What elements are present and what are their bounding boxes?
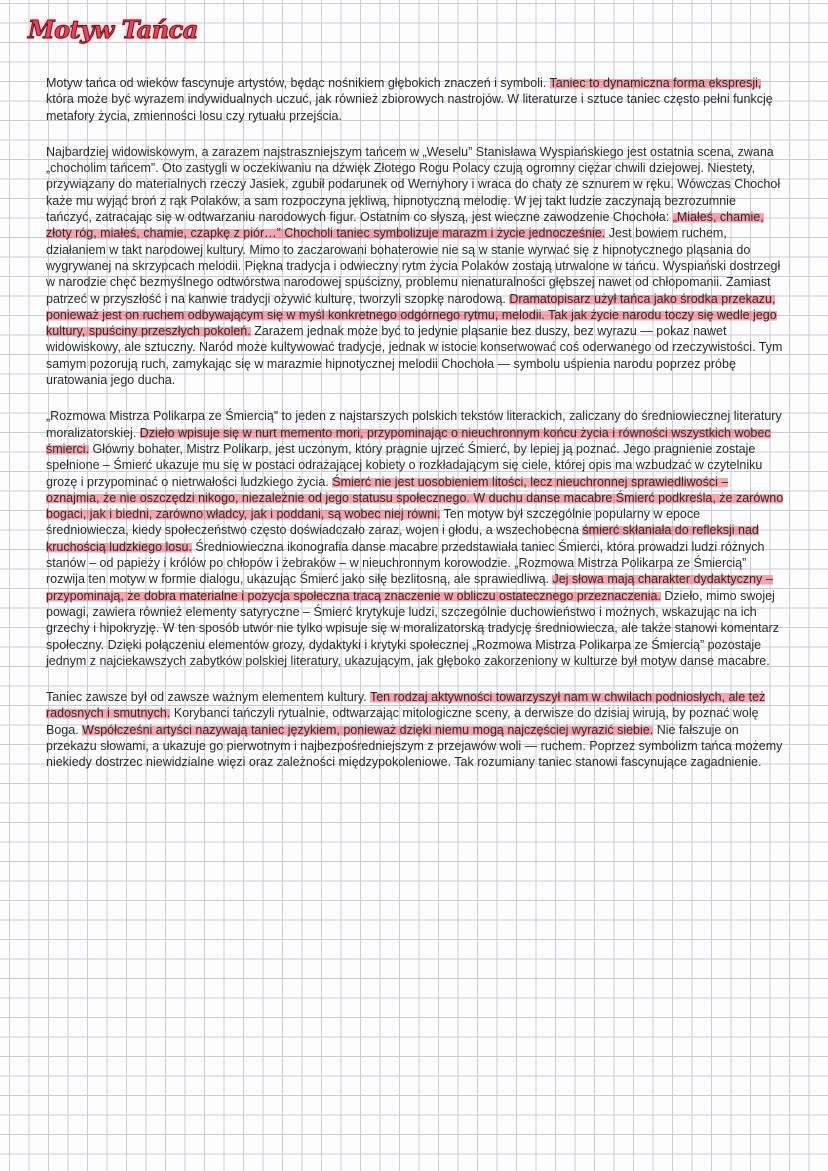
text-segment: Korybanci tańczyli rytualnie, odtwarzając mitologiczne sceny, a derwisze do dzisiaj wirują, by poznać wolę Boga.	[46, 706, 759, 737]
highlighted-text: Taniec to dynamiczna forma ekspresji,	[549, 76, 762, 90]
paragraph-wesele	[46, 144, 784, 388]
highlighted-text: Dzieło wpisuje się w nurt memento mori, przypominając o nieuchronnym końcu życia i równości wszystkich wobec śmierci.	[46, 425, 771, 456]
paragraph-polikarp	[46, 408, 784, 669]
text-segment: Jest bowiem ruchem, działaniem w takt narodowej kultury. Mimo to zaczarowani bohaterowie nie są w stanie wyrwać się z hipnotycznego pląsania do wygrywanej na skrzypcach melodii. Piękna tradycja i odwieczny rytm życia Polaków zostają utrwalone w tańcu. Wyspiański dostrzegł w narodzie chęć bezmyślnego odtwórstwa narodowej spuścizny, problemu nienaturalności głębszej nawet od chłopomanii. Zamiast patrzeć w przyszłość i na kanwie tradycji ożywić kulturę, tworzyli szopkę narodową.	[46, 226, 781, 306]
highlighted-text: „Miałeś, chamie, złoty róg, miałeś, chamie, czapkę z piór…” Chocholi taniec symbolizuje marazm i życie jednocześnie.	[46, 210, 764, 241]
text-segment: Ten motyw był szczególnie popularny w epoce średniowiecza, kiedy społeczeństwo często doświadczało zaraz, wojen i głodu, a wszechobecna	[46, 507, 701, 538]
text-segment: Główny bohater, Mistrz Polikarp, jest uczonym, który pragnie ujrzeć Śmierć, by lepiej ją poznać. Jego pragnienie zostaje spełnione – Śmierć ukazuje mu się w postaci odrażającej kobiety o rozkładającym się ciele, której opis ma wzbudzać w czytelniku grozę i przypominać o nietrwałości ludzkiego życia.	[46, 441, 763, 489]
text-segment: Średniowieczna ikonografia danse macabre przedstawiała taniec Śmierci, która prowadzi ludzi różnych stanów – od papieży i królów po chłopów i żebraków – w nieuchronnym korowodzie. „Rozmowa Mistrza Polikarpa ze Śmiercią” rozwija ten motyw w formie dialogu, ukazując Śmierć jako siłę bezlitosną, ale sprawiedliwą.	[46, 539, 765, 587]
highlighted-text: Śmierć nie jest uosobieniem litości, lecz nieuchronnej sprawiedliwości – oznajmia, że nie oszczędzi nikogo, niezależnie od jego statusu społecznego. W duchu danse macabre Śmierć podkreśla, że zarówno bogaci, jak i biedni, zarówno władcy, jak i poddani, są wobec niej równi.	[46, 474, 784, 522]
paragraph-conclusion	[46, 689, 784, 770]
highlighted-text: śmierć skłaniała do refleksji nad kruchością ludzkiego losu.	[46, 523, 759, 554]
text-segment: która może być wyrazem indywidualnych uczuć, jak również zbiorowych nastrojów. W literaturze i sztuce taniec często pełni funkcję metafory życia, zmienności losu czy rytuału przejścia.	[46, 92, 773, 123]
highlighted-text: Współcześni artyści nazywają taniec językiem, ponieważ dzięki niemu mogą najczęściej wyrazić siebie.	[82, 722, 654, 737]
text-segment: „Rozmowa Mistrza Polikarpa ze Śmiercią” to jeden z najstarszych polskich tekstów literackich, zaliczany do średniowiecznej literatury moralizatorskiej.	[46, 409, 782, 440]
text-segment: Motyw tańca od wieków fascynuje artystów, będąc nośnikiem głębokich znaczeń i symboli.	[46, 76, 550, 90]
document-body	[46, 75, 784, 791]
page-title: Motyw Tańca	[28, 15, 198, 44]
text-segment: Taniec zawsze był od zawsze ważnym elementem kultury.	[46, 690, 370, 705]
text-segment: Zarazem jednak może być to jedynie pląsanie bez duszy, bez wyrazu — pokaz nawet widowiskowy, ale sztuczny. Naród może kultywować tradycje, jednak w istocie konserwować coś oderwanego od rzeczywistości. Tym samym pozorują ruch, zamykając się w marazmie hipnotycznej melodii Chochoła — symbolu uśpienia narodu poprzez próbę uratowania jego ducha.	[46, 324, 783, 388]
highlighted-text: Ten rodzaj aktywności towarzyszył nam w chwilach podniosłych, ale też radosnych i smutnych.	[46, 690, 766, 721]
paragraph-intro	[46, 75, 784, 124]
text-segment: Nie fałszuje on przekazu słowami, a ukazuje go pierwotnym i najbezpośredniejszym z przejawów woli — ruchem. Poprzez symbolizm tańca możemy niekiedy dostrzec niewidzialne więzi oraz zależności międzypokoleniowe. Tak rozumiany taniec stanowi fascynujące zagadnienie.	[46, 722, 783, 770]
text-segment: Najbardziej widowiskowym, a zarazem najstraszniejszym tańcem w „Weselu” Stanisława Wyspiańskiego jest ostatnia scena, zwana „chocholim tańcem”. Oto zastygli w oczekiwaniu na dźwięk Złotego Rogu Polacy czują ogromny ciężar chwili dziejowej. Niestety, przywiązany do materialnych rzeczy Jasiek, zgubił podarunek od Wernyhory i wraca do chaty ze sznurem w ręku. Wówczas Chochoł każe mu wyjąć broń z rąk Polaków, a sam rozpoczyna jękliwą, hipnotyczną melodię. W jej takt ludzie zaczynają bezrozumnie tańczyć, zatracając się w odtwarzaniu narodowych figur. Ostatnim co słyszą, jest wieczne zawodzenie Chochoła:	[46, 144, 781, 225]
text-segment: Dzieło, mimo swojej powagi, zawiera również elementy satyryczne – Śmierć krytykuje ludzi, szczególnie duchowieństwo i możnych, wskazując na ich grzechy i hipokryzję. W ten sposób utwór nie tylko wpisuje się w moralizatorską tradycję średniowiecza, ale także stanowi komentarz społeczny. Dzięki połączeniu elementów grozy, dydaktyki i krytyki społecznej „Rozmowa Mistrza Polikarpa ze Śmiercią” pozostaje jednym z najciekawszych zabytków polskiej literatury, ukazującym, jak głęboko zakorzeniony w kulturze był motyw danse macabre.	[46, 588, 779, 668]
highlighted-text: Jej słowa mają charakter dydaktyczny – przypominają, że dobra materialne i pozycja społeczna tracą znaczenie w obliczu ostatecznego przeznaczenia.	[46, 572, 773, 603]
highlighted-text: Dramatopisarz użył tańca jako środka przekazu, ponieważ jest on ruchem odbywającym się w myśl konkretnego odgórnego rytmu, melodii. Tak jak życie narodu toczy się wedle jego kultury, spuściny przeszłych pokoleń.	[46, 291, 777, 339]
